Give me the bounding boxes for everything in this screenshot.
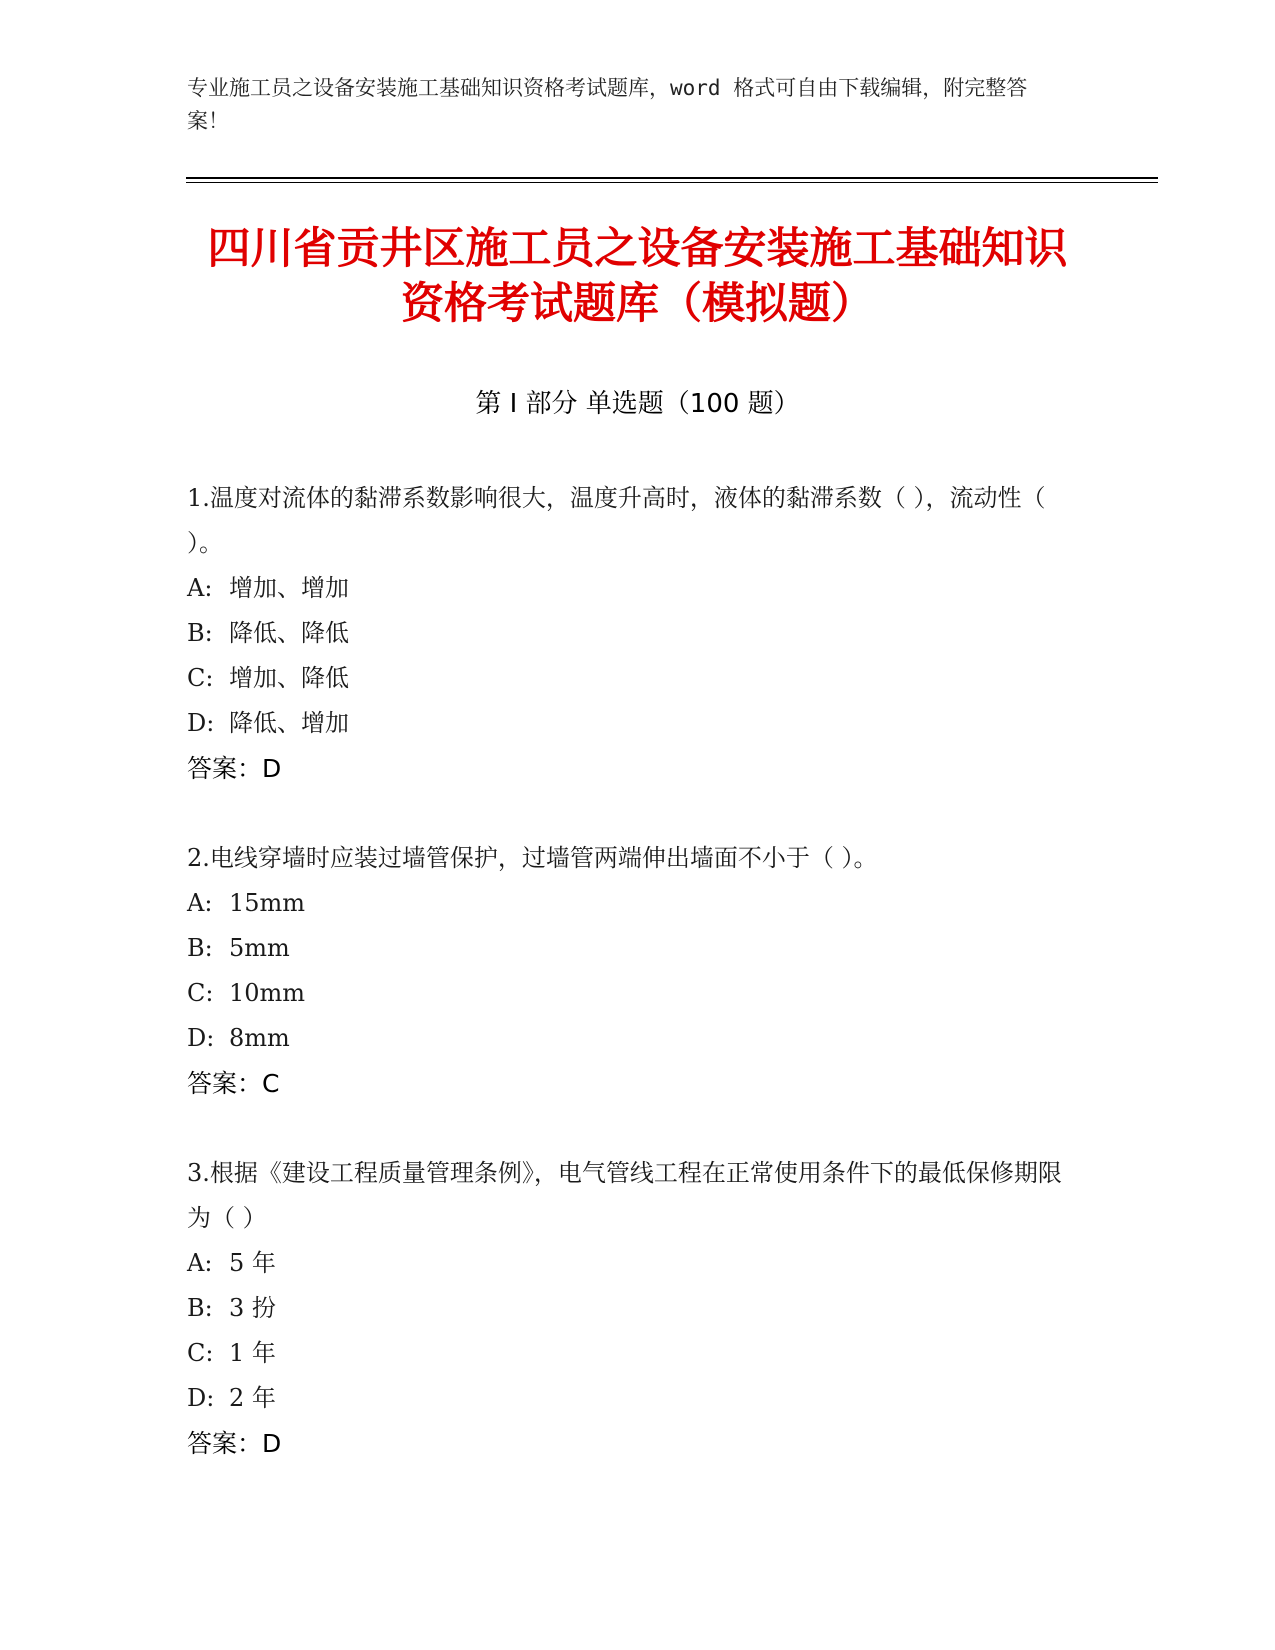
option-c [187,656,1067,701]
option-b [187,926,1067,971]
header-note: 专业施工员之设备安装施工基础知识资格考试题库，word 格式可自由下载编辑，附完整答案！ [187,76,1028,133]
option-c [187,971,1067,1016]
option-key: A: [187,1249,213,1277]
option-key: B: [187,1294,213,1322]
option-text: 增加、降低 [229,664,349,692]
option-d [187,1016,1067,1061]
option-b [187,611,1067,656]
option-key: B: [187,619,213,647]
option-list [187,1241,1067,1421]
option-key: C: [187,1339,214,1367]
option-text: 1 年 [229,1339,276,1367]
option-text: 增加、增加 [229,574,349,602]
answer-line: 答案：D [187,754,282,783]
option-b [187,1286,1067,1331]
question-stem: 1.温度对流体的黏滞系数影响很大，温度升高时，液体的黏滞系数（ ），流动性（ ）。 [187,484,1046,557]
option-text: 5 年 [229,1249,276,1277]
option-list [187,566,1067,746]
answer-line: 答案：C [187,1069,280,1098]
option-key: D: [187,1384,215,1412]
question-item [187,836,1067,1106]
question-stem: 2.电线穿墙时应装过墙管保护，过墙管两端伸出墙面不小于（ ）。 [187,844,878,872]
option-key: B: [187,934,213,962]
option-d [187,1376,1067,1421]
option-text: 2 年 [229,1384,276,1412]
option-key: D: [187,1024,215,1052]
option-text: 8mm [229,1024,290,1052]
question-item [187,476,1067,791]
option-d [187,701,1067,746]
option-key: A: [187,889,213,917]
option-text: 降低、降低 [229,619,349,647]
option-key: C: [187,979,214,1007]
question-item [187,1151,1067,1466]
option-text: 3 扮 [229,1294,276,1322]
section-heading: 第 I 部分 单选题（100 题） [475,389,800,419]
header-divider-thick [186,177,1158,179]
option-a [187,566,1067,611]
answer-line: 答案：D [187,1429,282,1458]
option-key: D: [187,709,215,737]
option-text: 降低、增加 [229,709,349,737]
option-a [187,1241,1067,1286]
document-title: 四川省贡井区施工员之设备安装施工基础知识资格考试题库（模拟题） [207,224,1068,329]
option-text: 10mm [229,979,306,1007]
option-text: 15mm [229,889,306,917]
question-stem: 3.根据《建设工程质量管理条例》，电气管线工程在正常使用条件下的最低保修期限为（ ） [187,1159,1062,1232]
header-divider-thin [186,182,1158,183]
option-key: A: [187,574,213,602]
option-c [187,1331,1067,1376]
option-key: C: [187,664,214,692]
option-a [187,881,1067,926]
option-text: 5mm [229,934,290,962]
option-list [187,881,1067,1061]
question-list [187,476,1067,1511]
